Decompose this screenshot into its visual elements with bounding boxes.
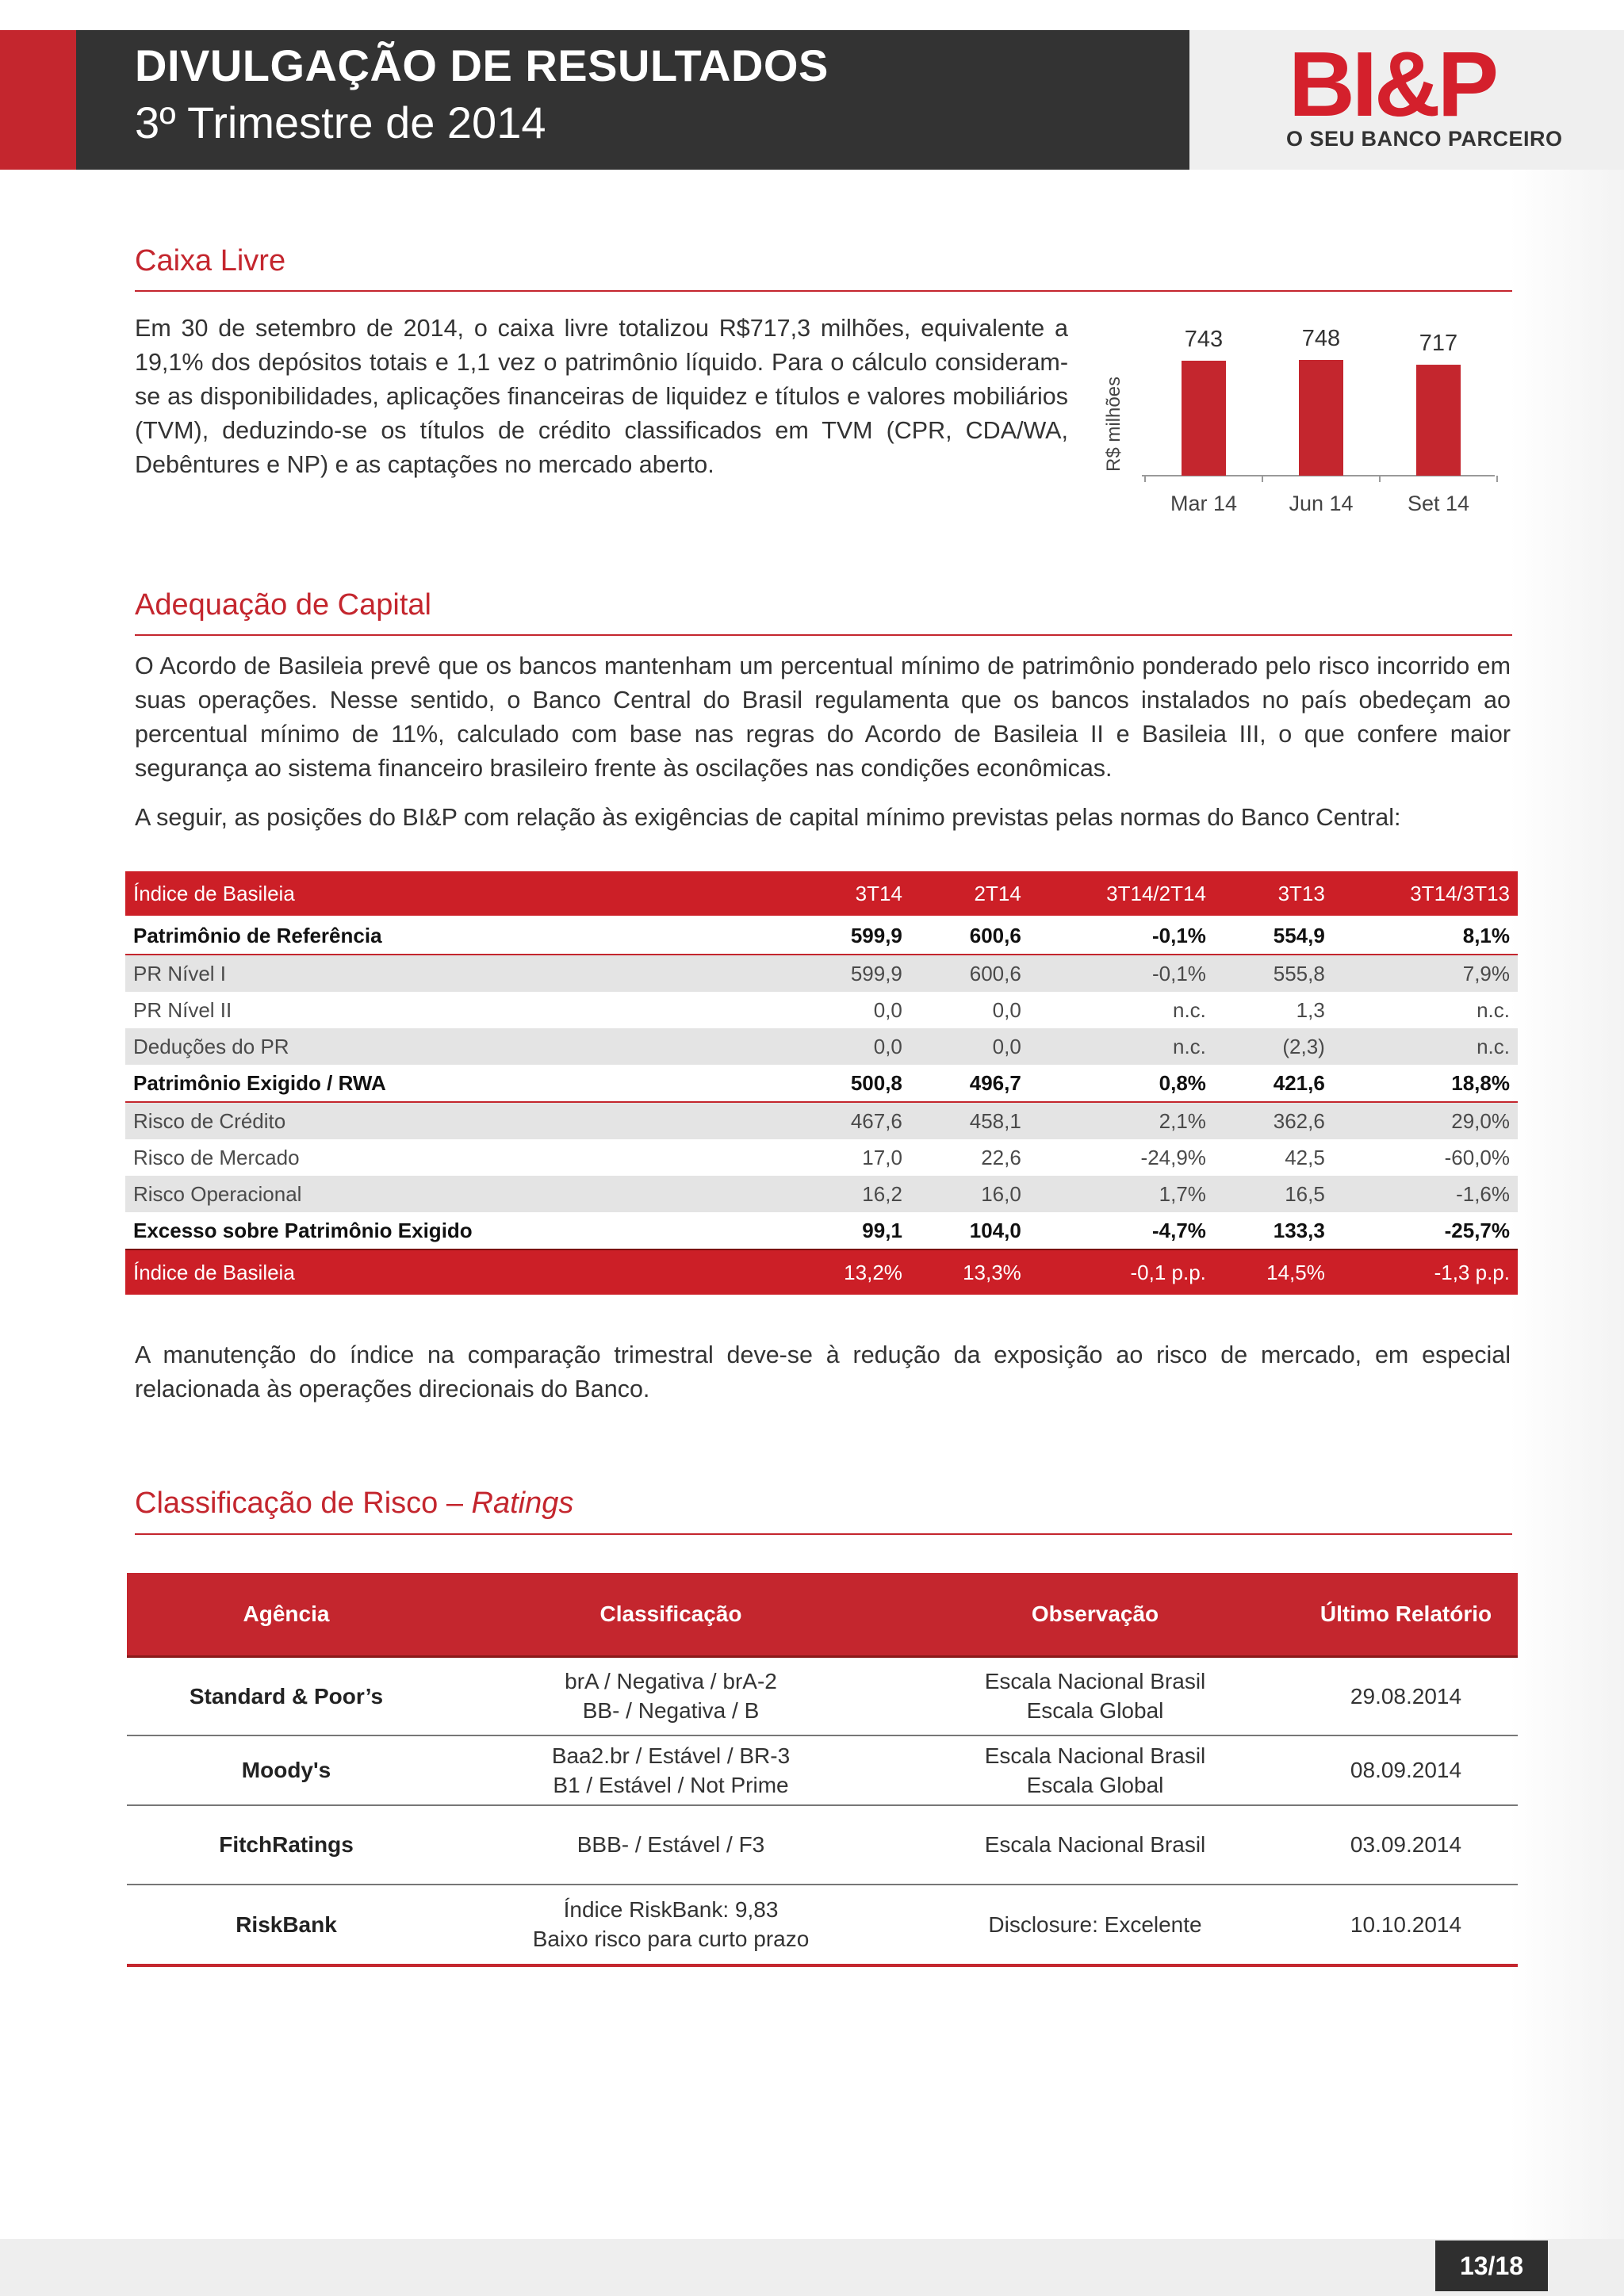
cell: -1,6% bbox=[1333, 1176, 1518, 1212]
row-label: Índice de Basileia bbox=[125, 1249, 791, 1295]
cell: 467,6 bbox=[791, 1102, 910, 1139]
ratings-table bbox=[127, 1573, 1518, 1967]
cell: 0,0 bbox=[992, 997, 1021, 1022]
basel-footer-row bbox=[125, 1249, 1518, 1295]
table-row bbox=[127, 1885, 1518, 1965]
basel-header-cell: 3T14/3T13 bbox=[1333, 871, 1518, 916]
section-divider bbox=[135, 290, 1512, 292]
ratings-header-cell: Classificação bbox=[446, 1573, 896, 1657]
bar-data-label: 717 bbox=[1419, 331, 1458, 357]
classification-line: Índice RiskBank: 9,83 bbox=[563, 1897, 779, 1922]
classification-line: brA / Negativa / brA-2 bbox=[565, 1669, 777, 1694]
agency-name: Moody's bbox=[127, 1735, 446, 1805]
cell: 42,5 bbox=[1285, 1145, 1325, 1169]
section-title-caixa-livre: Caixa Livre bbox=[135, 244, 286, 277]
row-label: PR Nível II bbox=[133, 997, 232, 1022]
cell: n.c. bbox=[1477, 997, 1510, 1022]
adequacao-intro: A seguir, as posições do BI&P com relação às exigências de capital mínimo previstas pelas normas do Banco Central: bbox=[135, 804, 1401, 831]
ratings-header-cell: Observação bbox=[896, 1573, 1294, 1657]
basel-header-cell: Índice de Basileia bbox=[125, 871, 791, 916]
observation: Escala Nacional Brasil bbox=[896, 1805, 1294, 1885]
row-label: Risco Operacional bbox=[125, 1176, 791, 1212]
classification-line: Baa2.br / Estável / BR-3 bbox=[551, 1743, 791, 1768]
cell: 0,0 bbox=[910, 1028, 1029, 1065]
table-row bbox=[125, 916, 1518, 955]
agency-name: RiskBank bbox=[127, 1885, 446, 1965]
classification bbox=[446, 1885, 896, 1965]
classification-line: Baixo risco para curto prazo bbox=[532, 1927, 810, 1951]
ratings-title-italic: Ratings bbox=[471, 1487, 574, 1520]
classification bbox=[446, 1657, 896, 1735]
table-row bbox=[125, 1028, 1518, 1065]
cell: 7,9% bbox=[1333, 955, 1518, 992]
cell: 2,1% bbox=[1029, 1102, 1214, 1139]
cell: 599,9 bbox=[791, 955, 910, 992]
cell: 421,6 bbox=[1273, 1070, 1325, 1095]
report-date: 03.09.2014 bbox=[1294, 1805, 1518, 1885]
chart-ylabel: R$ milhões bbox=[1103, 376, 1124, 473]
cell: 29,0% bbox=[1333, 1102, 1518, 1139]
cell: n.c. bbox=[1029, 1028, 1214, 1065]
row-label: PR Nível I bbox=[125, 955, 791, 992]
cell: 1,7% bbox=[1029, 1176, 1214, 1212]
row-label: Excesso sobre Patrimônio Exigido bbox=[133, 1218, 473, 1242]
row-label: Risco de Mercado bbox=[133, 1145, 300, 1169]
cell: 104,0 bbox=[969, 1218, 1021, 1242]
cell: 0,0 bbox=[873, 997, 902, 1022]
report-date: 08.09.2014 bbox=[1294, 1735, 1518, 1805]
cell: 133,3 bbox=[1273, 1218, 1325, 1242]
report-date: 29.08.2014 bbox=[1294, 1657, 1518, 1735]
bar-data-label: 748 bbox=[1301, 326, 1341, 351]
cell: 0,0 bbox=[791, 1028, 910, 1065]
row-label: Risco de Crédito bbox=[125, 1102, 791, 1139]
ratings-header-row bbox=[127, 1573, 1518, 1657]
observation bbox=[896, 1657, 1294, 1735]
cell: 1,3 bbox=[1296, 997, 1325, 1022]
cell: 8,1% bbox=[1462, 923, 1510, 947]
cell: 600,6 bbox=[969, 923, 1021, 947]
observation-line: Escala Global bbox=[1026, 1772, 1164, 1797]
cell: 13,2% bbox=[791, 1249, 910, 1295]
section-divider bbox=[135, 1533, 1512, 1535]
footer-bar bbox=[0, 2239, 1624, 2296]
cell: (2,3) bbox=[1214, 1028, 1333, 1065]
table-row bbox=[125, 1176, 1518, 1212]
row-label: Patrimônio de Referência bbox=[133, 923, 382, 947]
cell: 99,1 bbox=[862, 1218, 902, 1242]
cell: 554,9 bbox=[1273, 923, 1325, 947]
observation-line: Escala Global bbox=[1026, 1698, 1164, 1724]
basel-header-cell: 3T14 bbox=[791, 871, 910, 916]
basel-conclusion: A manutenção do índice na comparação trimestral deve-se à redução da exposição ao risco de mercado, em especial relacionada às operações direcionais do Banco. bbox=[135, 1341, 1511, 1402]
section-divider bbox=[135, 634, 1512, 636]
basel-header-cell: 2T14 bbox=[910, 871, 1029, 916]
cell: 496,7 bbox=[969, 1070, 1021, 1095]
page-subtitle: 3º Trimestre de 2014 bbox=[135, 98, 546, 147]
classification bbox=[446, 1735, 896, 1805]
bar-set-14 bbox=[1416, 365, 1461, 476]
header-accent-block bbox=[0, 30, 76, 170]
cell: -0,1% bbox=[1029, 955, 1214, 992]
cell: 22,6 bbox=[981, 1145, 1021, 1169]
table-row bbox=[127, 1657, 1518, 1735]
cell: 17,0 bbox=[862, 1145, 902, 1169]
classification: BBB- / Estável / F3 bbox=[446, 1805, 896, 1885]
ratings-title-main: Classificação de Risco – bbox=[135, 1487, 472, 1520]
ratings-header-cell: Último Relatório bbox=[1294, 1573, 1518, 1657]
cell: n.c. bbox=[1333, 1028, 1518, 1065]
cell: -0,1% bbox=[1152, 923, 1206, 947]
table-row bbox=[127, 1735, 1518, 1805]
table-row bbox=[125, 955, 1518, 992]
page-title: DIVULGAÇÃO DE RESULTADOS bbox=[135, 40, 829, 90]
cell: n.c. bbox=[1173, 997, 1206, 1022]
basel-table bbox=[125, 871, 1518, 1295]
cell: 16,5 bbox=[1214, 1176, 1333, 1212]
cell: -25,7% bbox=[1444, 1218, 1510, 1242]
table-row bbox=[125, 1139, 1518, 1176]
table-row bbox=[125, 1212, 1518, 1249]
cell: 16,0 bbox=[910, 1176, 1029, 1212]
cell: -60,0% bbox=[1444, 1145, 1510, 1169]
cell: 599,9 bbox=[850, 923, 902, 947]
observation: Disclosure: Excelente bbox=[896, 1885, 1294, 1965]
caixa-livre-chart bbox=[1094, 305, 1507, 527]
table-row bbox=[125, 1065, 1518, 1102]
bar-jun-14 bbox=[1299, 360, 1343, 476]
row-label: Patrimônio Exigido / RWA bbox=[133, 1070, 386, 1095]
observation bbox=[896, 1735, 1294, 1805]
x-tick-label: Set 14 bbox=[1407, 492, 1470, 515]
section-title-ratings bbox=[135, 1487, 573, 1521]
cell: 0,8% bbox=[1159, 1070, 1206, 1095]
cell: 600,6 bbox=[910, 955, 1029, 992]
basel-header-cell: 3T14/2T14 bbox=[1029, 871, 1214, 916]
observation-line: Escala Nacional Brasil bbox=[984, 1743, 1206, 1768]
row-label: Deduções do PR bbox=[125, 1028, 791, 1065]
cell: 18,8% bbox=[1451, 1070, 1510, 1095]
table-row bbox=[127, 1805, 1518, 1885]
cell: 13,3% bbox=[910, 1249, 1029, 1295]
agency-name: FitchRatings bbox=[127, 1805, 446, 1885]
table-row bbox=[125, 1102, 1518, 1139]
x-tick-label: Mar 14 bbox=[1170, 492, 1238, 515]
adequacao-paragraph: O Acordo de Basileia prevê que os bancos mantenham um percentual mínimo de patrimônio ponderado pelo risco incorrido em suas operações. Nesse sentido, o Banco Central do Brasil regulamenta que os bancos instalados no país obedeçam ao percentual mínimo de 11%, calculado com base nas regras do Acordo de Basileia II e Basileia III, o que confere maior segurança ao sistema financeiro brasileiro frente às oscilações nas condições econômicas. bbox=[135, 652, 1511, 782]
bar-data-label: 743 bbox=[1184, 326, 1224, 352]
cell: 362,6 bbox=[1214, 1102, 1333, 1139]
cell: -0,1 p.p. bbox=[1029, 1249, 1214, 1295]
page-number: 13/18 bbox=[1435, 2241, 1548, 2291]
cell: 14,5% bbox=[1214, 1249, 1333, 1295]
classification-line: BB- / Negativa / B bbox=[582, 1698, 760, 1724]
bar-mar-14 bbox=[1182, 361, 1226, 476]
cell: 16,2 bbox=[791, 1176, 910, 1212]
basel-header-cell: 3T13 bbox=[1214, 871, 1333, 916]
agency-name: Standard & Poor’s bbox=[127, 1657, 446, 1735]
basel-header-row bbox=[125, 871, 1518, 916]
table-row bbox=[125, 992, 1518, 1028]
cell: 555,8 bbox=[1214, 955, 1333, 992]
observation-line: Escala Nacional Brasil bbox=[984, 1669, 1206, 1694]
report-date: 10.10.2014 bbox=[1294, 1885, 1518, 1965]
classification-line: B1 / Estável / Not Prime bbox=[553, 1772, 789, 1797]
logo-tagline: O SEU BANCO PARCEIRO bbox=[1286, 127, 1563, 151]
ratings-header-cell: Agência bbox=[127, 1573, 446, 1657]
cell: -4,7% bbox=[1152, 1218, 1206, 1242]
cell: 458,1 bbox=[910, 1102, 1029, 1139]
caixa-livre-paragraph: Em 30 de setembro de 2014, o caixa livre totalizou R$717,3 milhões, equivalente a 19,1% dos depósitos totais e 1,1 vez o patrimônio líquido. Para o cálculo consideram-se as disponibilidades, aplicações financeiras de liquidez e títulos e valores mobiliários (TVM), deduzindo-se os títulos de crédito classificados em TVM (CPR, CDA/WA, Debêntures e NP) e as captações no mercado aberto. bbox=[135, 315, 1068, 478]
cell: -1,3 p.p. bbox=[1333, 1249, 1518, 1295]
section-title-adequacao: Adequação de Capital bbox=[135, 588, 431, 622]
right-edge-shade bbox=[1510, 170, 1624, 2239]
x-tick-label: Jun 14 bbox=[1289, 492, 1354, 515]
bip-logo: BI&P bbox=[1289, 33, 1496, 136]
cell: 500,8 bbox=[850, 1070, 902, 1095]
cell: -24,9% bbox=[1140, 1145, 1206, 1169]
